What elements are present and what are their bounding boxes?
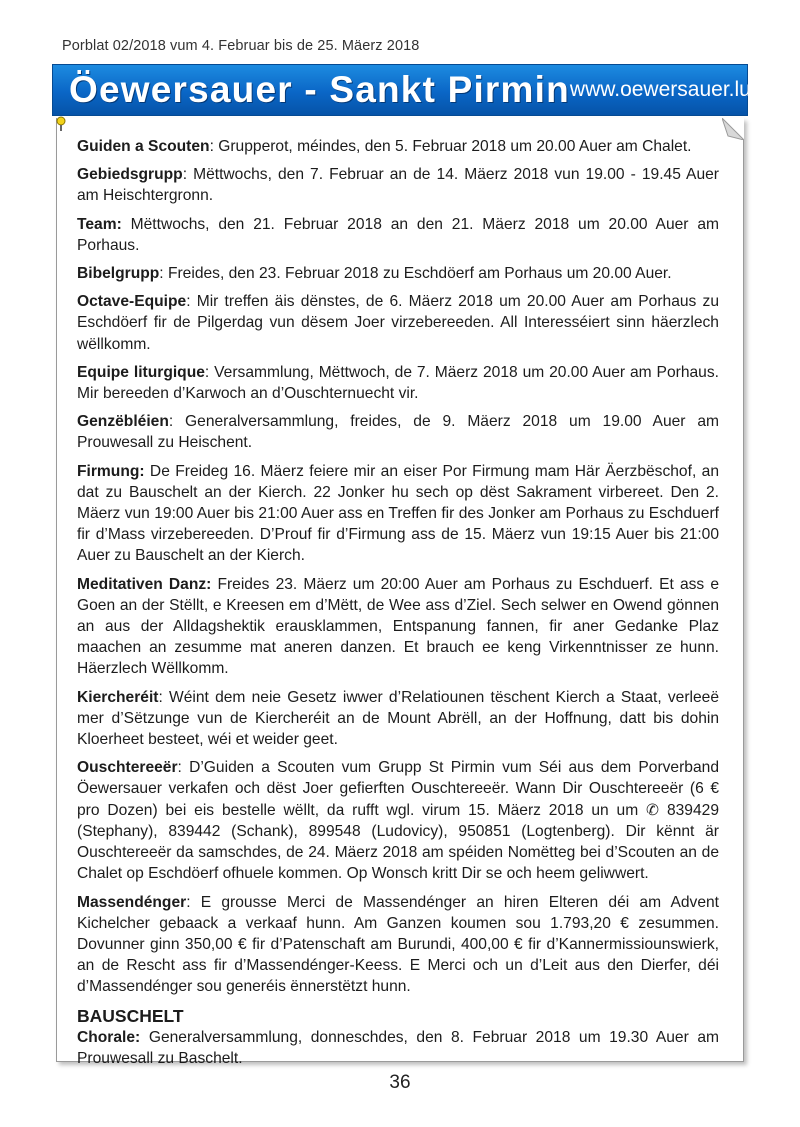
entry-gebiedsgrupp bbox=[77, 164, 719, 206]
entry-text: : Freides, den 23. Februar 2018 zu Eschdöerf am Porhaus um 20.00 Auer. bbox=[159, 265, 672, 283]
entry-ouschtereeer bbox=[77, 757, 719, 884]
entry-text: : Versammlung, Mëttwoch, de 7. Mäerz 2018 um 20.00 Auer am Porhaus. Mir bereeden d’Karwoch an d’Ouschternuecht vir. bbox=[77, 363, 719, 403]
entry-label: Bibelgrupp bbox=[77, 265, 160, 283]
entry-text: Generalversammlung, donneschdes, den 8. Februar 2018 um 19.30 Auer am Prouwesall zu Baschelt. bbox=[77, 1028, 719, 1067]
page-curl-icon bbox=[722, 118, 744, 140]
entry-text: Mëttwochs, den 21. Februar 2018 an den 21. Mäerz 2018 um 20.00 Auer am Porhaus. bbox=[77, 215, 719, 254]
entry-label: Gebiedsgrupp bbox=[77, 166, 183, 184]
entry-label: Genzëbléien bbox=[77, 413, 169, 431]
entry-label: Chorale: bbox=[77, 1028, 141, 1046]
entry-bibelgrupp bbox=[77, 263, 719, 284]
pin-icon bbox=[55, 116, 67, 132]
entry-octave-equipe bbox=[77, 291, 719, 355]
entry-team bbox=[77, 214, 719, 256]
entry-label: Guiden a Scouten bbox=[77, 138, 210, 155]
entry-kiercheréit bbox=[77, 687, 719, 751]
entry-text: De Freideg 16. Mäerz feiere mir an eiser Por Firmung mam Här Äerzbëschof, an dat zu Bauschelt an der Kierch. 22 Jonker hu sech op dëst Sakrament virbereet. Den 2. Mäerz vun 19:00 Auer bis 21:00 Auer ass en Treffen fir des Jonker am Porhaus zu Eschduerf fir d’Mass virzebereeden. D’Prouf fir d’Firmung ass de 15. Mäerz vun 19:15 Auer bis 21:00 Auer zu Bauschelt an der Kierch. bbox=[77, 462, 719, 565]
entry-text: : Mir treffen äis dënstes, de 6. Mäerz 2018 um 20.00 Auer am Porhaus zu Eschdöerf fir de Pilgerdag vun dësem Joer virzebereeden. All Interesséiert sinn häerzlech wëllkomm. bbox=[77, 293, 719, 353]
entry-label: Massendénger bbox=[77, 893, 187, 911]
entry-text: : D’Guiden a Scouten vum Grupp St Pirmin vum Séi aus dem Porverband Öewersauer verkafen och dëst Joer gefierften Ouschtereeër. Wann Dir Ouschtereeër (6 € pro Dozen) bei eis bestelle wëllt, da rufft wgl. virum 15. Mäerz 2018 un um ✆ 839429 (Stephany), 839442 (Schank), 899548 (Ludovicy), 950851 (Logtenberg). Dir kënnt är Ouschtereeër da samschdes, de 24. Mäerz 2018 am spéiden Nomëtteg bei d’Scouten an de Chalet op Eschdöerf ofhuele kommen. Op Wonsch kritt Dir se och heem geliwwert. bbox=[77, 759, 719, 883]
entry-text: : E grousse Merci de Massendénger an hiren Elteren déi am Advent Kichelcher gebaack a verkaaf hunn. Am Ganzen koumen sou 1.793,20 € zesummen. Dovunner ginn 350,00 € fir d’Patenschaft am Burundi, 400,00 € fir d’Kannermissiounswierk, an de Rescht ass fir d’Massendénger-Keess. E Merci och un d’Leit aus den Dierfer, déi d’Massendénger sou generéis ënnerstëtzt hunn. bbox=[77, 893, 719, 996]
entry-label: Equipe liturgique bbox=[77, 363, 205, 381]
entry-text: Freides 23. Mäerz um 20:00 Auer am Porhaus zu Eschduerf. Et ass e Goen an der Stëllt, e Kreesen em d’Mëtt, de Wee ass d’Ziel. Sech selwer en Owend gönnen an aus der Alldagshektik erausklammen, Entspanung fannen, fir aner Gedanke Plaz maachen an zesumme mat aneren danzen. Et brauch ee keng Virkenntnisser ze hunn. Häerzlech Wëllkomm. bbox=[77, 575, 719, 678]
entry-text: : Wéint dem neie Gesetz iwwer d’Relatiounen tëschent Kierch a Staat, verleeë mer d’Sëtzunge vun de Kiercheréit an de Mount Abrëll, an der Hoffnung, datt bis dohin Kloerheet besteet, wéi et weider geet. bbox=[77, 688, 719, 749]
entry-firmung bbox=[77, 461, 719, 567]
entry-text: : Generalversammlung, freides, de 9. Mäerz 2018 um 19.00 Auer am Prouwesall zu Heischent. bbox=[77, 413, 719, 452]
entry-chorale bbox=[77, 1027, 719, 1069]
entry-guiden-a-scouten bbox=[77, 136, 719, 157]
entry-genzebleien bbox=[77, 411, 719, 453]
entry-text: : Mëttwochs, den 7. Februar an de 14. Mäerz 2018 vun 19.00 - 19.45 Auer am Heischtergronn. bbox=[77, 166, 719, 205]
page-number: 36 bbox=[389, 1072, 411, 1093]
announcements bbox=[77, 136, 719, 1076]
entry-label: Octave-Equipe bbox=[77, 293, 187, 311]
entry-meditativen-danz bbox=[77, 574, 719, 680]
issue-line: Porblat 02/2018 vum 4. Februar bis de 25. Mäerz 2018 bbox=[62, 38, 420, 54]
entry-label: Team: bbox=[77, 215, 122, 233]
entry-text: : Grupperot, méindes, den 5. Februar 2018 um 20.00 Auer am Chalet. bbox=[209, 138, 692, 155]
banner-url[interactable]: www.oewersauer.lu bbox=[569, 78, 751, 101]
entry-label: Meditativen Danz: bbox=[77, 575, 212, 593]
content-box bbox=[56, 118, 744, 1067]
entry-label: Kiercheréit bbox=[77, 688, 159, 706]
banner-title: Öewersauer - Sankt Pirmin bbox=[69, 69, 570, 110]
entry-label: Firmung: bbox=[77, 462, 145, 480]
entry-massendenger bbox=[77, 892, 719, 998]
page-banner bbox=[52, 64, 751, 116]
entry-label: Ouschtereeër bbox=[77, 759, 178, 777]
section-heading: BAUSCHELT bbox=[77, 1005, 184, 1026]
entry-equipe-liturgique bbox=[77, 362, 719, 404]
